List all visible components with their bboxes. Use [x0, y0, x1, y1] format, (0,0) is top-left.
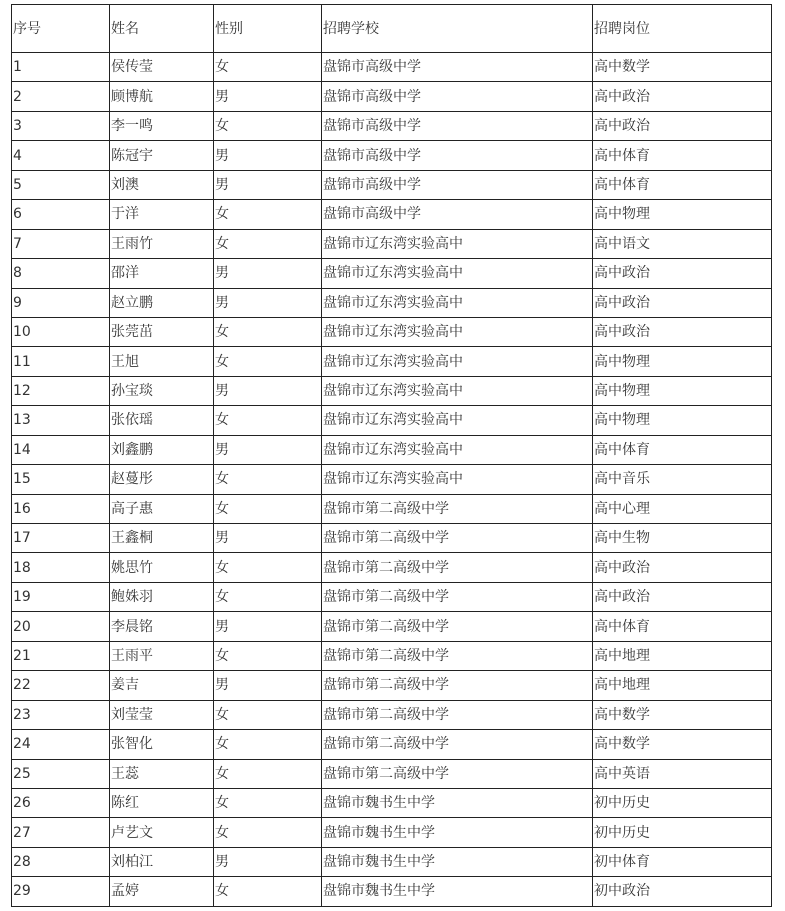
table-row [12, 847, 772, 876]
table-row [12, 641, 772, 670]
cell-position: 初中政治 [593, 877, 772, 906]
cell-position: 高中物理 [593, 376, 772, 405]
cell-school: 盘锦市辽东湾实验高中 [322, 465, 593, 494]
table-row [12, 141, 772, 170]
cell-school: 盘锦市魏书生中学 [322, 818, 593, 847]
cell-school: 盘锦市第二高级中学 [322, 700, 593, 729]
cell-index: 25 [12, 759, 110, 788]
cell-position: 高中生物 [593, 524, 772, 553]
table-row [12, 612, 772, 641]
cell-index: 15 [12, 465, 110, 494]
cell-index: 24 [12, 730, 110, 759]
cell-gender: 女 [214, 200, 322, 229]
cell-index: 4 [12, 141, 110, 170]
cell-name: 张依瑶 [110, 406, 214, 435]
header-school: 招聘学校 [322, 5, 593, 53]
cell-name: 王雨平 [110, 641, 214, 670]
cell-name: 刘澳 [110, 170, 214, 199]
cell-school: 盘锦市辽东湾实验高中 [322, 317, 593, 346]
cell-index: 1 [12, 53, 110, 82]
cell-index: 14 [12, 435, 110, 464]
cell-gender: 女 [214, 553, 322, 582]
cell-gender: 男 [214, 288, 322, 317]
cell-index: 17 [12, 524, 110, 553]
cell-gender: 女 [214, 494, 322, 523]
cell-index: 10 [12, 317, 110, 346]
cell-index: 21 [12, 641, 110, 670]
cell-name: 邵洋 [110, 259, 214, 288]
cell-index: 23 [12, 700, 110, 729]
cell-position: 高中政治 [593, 82, 772, 111]
table-row [12, 553, 772, 582]
cell-school: 盘锦市第二高级中学 [322, 582, 593, 611]
table-row [12, 818, 772, 847]
cell-school: 盘锦市第二高级中学 [322, 671, 593, 700]
table-row [12, 376, 772, 405]
cell-position: 高中体育 [593, 435, 772, 464]
cell-gender: 女 [214, 347, 322, 376]
cell-index: 29 [12, 877, 110, 906]
cell-school: 盘锦市第二高级中学 [322, 759, 593, 788]
cell-school: 盘锦市第二高级中学 [322, 730, 593, 759]
cell-school: 盘锦市高级中学 [322, 141, 593, 170]
cell-name: 刘莹莹 [110, 700, 214, 729]
cell-gender: 女 [214, 317, 322, 346]
cell-position: 高中语文 [593, 229, 772, 258]
cell-name: 王鑫桐 [110, 524, 214, 553]
cell-position: 高中数学 [593, 53, 772, 82]
cell-gender: 女 [214, 465, 322, 494]
cell-gender: 男 [214, 612, 322, 641]
table-row [12, 877, 772, 906]
cell-name: 孟婷 [110, 877, 214, 906]
cell-name: 赵蔓彤 [110, 465, 214, 494]
cell-gender: 女 [214, 788, 322, 817]
cell-position: 高中政治 [593, 259, 772, 288]
recruitment-table [11, 4, 772, 907]
cell-name: 刘柏江 [110, 847, 214, 876]
cell-name: 王旭 [110, 347, 214, 376]
cell-gender: 女 [214, 700, 322, 729]
cell-name: 刘鑫鹏 [110, 435, 214, 464]
cell-gender: 男 [214, 259, 322, 288]
cell-school: 盘锦市高级中学 [322, 82, 593, 111]
table-body [12, 53, 772, 907]
cell-gender: 男 [214, 82, 322, 111]
table-row [12, 170, 772, 199]
table-row [12, 465, 772, 494]
cell-name: 高子惠 [110, 494, 214, 523]
cell-index: 16 [12, 494, 110, 523]
cell-position: 高中政治 [593, 317, 772, 346]
cell-school: 盘锦市魏书生中学 [322, 847, 593, 876]
cell-school: 盘锦市高级中学 [322, 200, 593, 229]
cell-position: 高中政治 [593, 553, 772, 582]
table-row [12, 259, 772, 288]
cell-name: 赵立鹏 [110, 288, 214, 317]
cell-position: 高中体育 [593, 141, 772, 170]
cell-gender: 男 [214, 376, 322, 405]
cell-name: 姚思竹 [110, 553, 214, 582]
table-row [12, 200, 772, 229]
cell-gender: 男 [214, 141, 322, 170]
cell-index: 7 [12, 229, 110, 258]
table-row [12, 788, 772, 817]
cell-position: 高中政治 [593, 582, 772, 611]
cell-school: 盘锦市第二高级中学 [322, 553, 593, 582]
header-gender: 性别 [214, 5, 322, 53]
cell-school: 盘锦市第二高级中学 [322, 524, 593, 553]
cell-index: 19 [12, 582, 110, 611]
cell-gender: 女 [214, 229, 322, 258]
cell-index: 9 [12, 288, 110, 317]
cell-index: 2 [12, 82, 110, 111]
cell-gender: 女 [214, 730, 322, 759]
cell-name: 姜吉 [110, 671, 214, 700]
cell-position: 高中政治 [593, 111, 772, 140]
cell-gender: 男 [214, 524, 322, 553]
cell-name: 陈红 [110, 788, 214, 817]
table-row [12, 53, 772, 82]
cell-index: 11 [12, 347, 110, 376]
cell-school: 盘锦市辽东湾实验高中 [322, 288, 593, 317]
header-name: 姓名 [110, 5, 214, 53]
table-row [12, 82, 772, 111]
cell-index: 12 [12, 376, 110, 405]
cell-school: 盘锦市第二高级中学 [322, 494, 593, 523]
cell-name: 于洋 [110, 200, 214, 229]
cell-index: 28 [12, 847, 110, 876]
cell-name: 张莞茁 [110, 317, 214, 346]
table-row [12, 671, 772, 700]
cell-name: 陈冠宇 [110, 141, 214, 170]
cell-name: 孙宝琰 [110, 376, 214, 405]
table-row [12, 288, 772, 317]
cell-school: 盘锦市辽东湾实验高中 [322, 259, 593, 288]
cell-name: 张智化 [110, 730, 214, 759]
cell-position: 高中英语 [593, 759, 772, 788]
cell-position: 初中体育 [593, 847, 772, 876]
table-row [12, 700, 772, 729]
cell-index: 8 [12, 259, 110, 288]
cell-school: 盘锦市辽东湾实验高中 [322, 435, 593, 464]
cell-index: 20 [12, 612, 110, 641]
cell-position: 高中音乐 [593, 465, 772, 494]
header-row [12, 5, 772, 53]
cell-position: 高中物理 [593, 347, 772, 376]
cell-name: 侯传莹 [110, 53, 214, 82]
cell-school: 盘锦市高级中学 [322, 111, 593, 140]
cell-gender: 女 [214, 641, 322, 670]
cell-school: 盘锦市魏书生中学 [322, 877, 593, 906]
table-row [12, 229, 772, 258]
cell-position: 高中政治 [593, 288, 772, 317]
cell-gender: 男 [214, 671, 322, 700]
cell-position: 高中物理 [593, 406, 772, 435]
header-index: 序号 [12, 5, 110, 53]
cell-position: 高中地理 [593, 671, 772, 700]
cell-school: 盘锦市高级中学 [322, 170, 593, 199]
cell-gender: 男 [214, 435, 322, 464]
cell-gender: 女 [214, 759, 322, 788]
cell-school: 盘锦市辽东湾实验高中 [322, 229, 593, 258]
cell-gender: 女 [214, 877, 322, 906]
cell-index: 26 [12, 788, 110, 817]
table-row [12, 730, 772, 759]
cell-gender: 男 [214, 170, 322, 199]
cell-index: 18 [12, 553, 110, 582]
table-row [12, 317, 772, 346]
cell-index: 27 [12, 818, 110, 847]
table-row [12, 347, 772, 376]
table-row [12, 111, 772, 140]
cell-gender: 女 [214, 111, 322, 140]
cell-position: 高中数学 [593, 730, 772, 759]
cell-gender: 女 [214, 818, 322, 847]
table-row [12, 524, 772, 553]
cell-school: 盘锦市高级中学 [322, 53, 593, 82]
cell-position: 高中数学 [593, 700, 772, 729]
table-row [12, 406, 772, 435]
header-position: 招聘岗位 [593, 5, 772, 53]
cell-position: 初中历史 [593, 818, 772, 847]
table-row [12, 759, 772, 788]
table-row [12, 435, 772, 464]
cell-school: 盘锦市辽东湾实验高中 [322, 406, 593, 435]
cell-school: 盘锦市第二高级中学 [322, 612, 593, 641]
cell-name: 卢艺文 [110, 818, 214, 847]
cell-position: 高中地理 [593, 641, 772, 670]
cell-name: 王雨竹 [110, 229, 214, 258]
cell-name: 鲍姝羽 [110, 582, 214, 611]
cell-index: 6 [12, 200, 110, 229]
cell-index: 5 [12, 170, 110, 199]
cell-gender: 女 [214, 582, 322, 611]
table-row [12, 494, 772, 523]
cell-position: 高中心理 [593, 494, 772, 523]
cell-index: 3 [12, 111, 110, 140]
cell-school: 盘锦市辽东湾实验高中 [322, 347, 593, 376]
cell-gender: 男 [214, 847, 322, 876]
cell-name: 顾博航 [110, 82, 214, 111]
cell-position: 高中体育 [593, 612, 772, 641]
cell-name: 李晨铭 [110, 612, 214, 641]
cell-school: 盘锦市辽东湾实验高中 [322, 376, 593, 405]
cell-position: 初中历史 [593, 788, 772, 817]
table-row [12, 582, 772, 611]
cell-index: 22 [12, 671, 110, 700]
cell-school: 盘锦市第二高级中学 [322, 641, 593, 670]
cell-school: 盘锦市魏书生中学 [322, 788, 593, 817]
cell-position: 高中物理 [593, 200, 772, 229]
cell-gender: 女 [214, 406, 322, 435]
table-header [12, 5, 772, 53]
cell-position: 高中体育 [593, 170, 772, 199]
cell-index: 13 [12, 406, 110, 435]
cell-name: 李一鸣 [110, 111, 214, 140]
cell-name: 王蕊 [110, 759, 214, 788]
cell-gender: 女 [214, 53, 322, 82]
